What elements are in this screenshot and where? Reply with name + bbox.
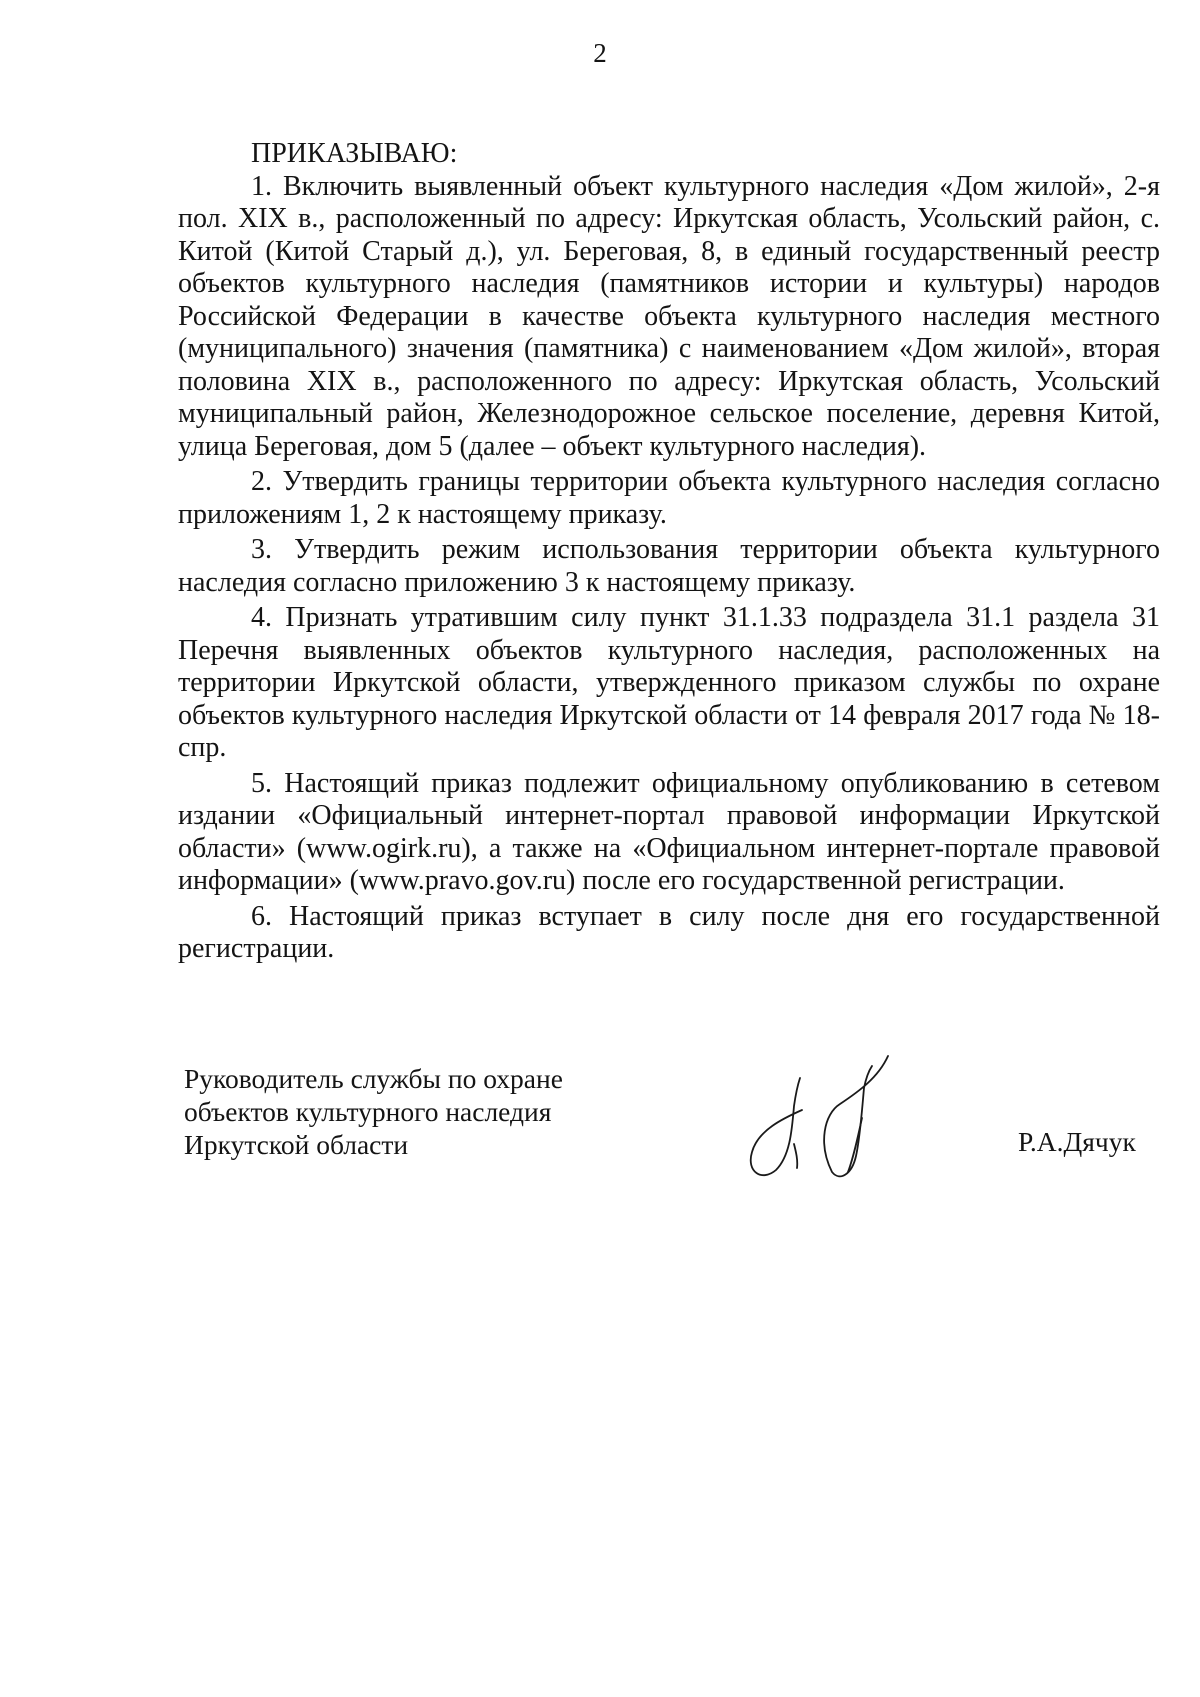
signatory-position-line: Иркутской области — [184, 1129, 409, 1160]
document-body — [178, 138, 1160, 966]
order-heading: ПРИКАЗЫВАЮ: — [251, 138, 458, 169]
paragraph-1: 1. Включить выявленный объект культурного наследия «Дом жилой», 2-я пол. XIX в., расположенный по адресу: Иркутская область, Усольский район, с. Китой (Китой Старый д.), ул. Береговая, 8, в единый государственный реестр объектов культурного наследия (памятников истории и культуры) народов Российской Федерации в качестве объекта культурного наследия местного (муниципального) значения (памятника) с наименованием «Дом жилой», вторая половина XIX в., расположенного по адресу: Иркутская область, Усольский муниципальный район, Железнодорожное сельское поселение, деревня Китой, улица Береговая, дом 5 (далее – объект культурного наследия). — [178, 170, 1160, 462]
paragraph-2: 2. Утвердить границы территории объекта культурного наследия согласно приложениям 1, 2 к настоящему приказу. — [178, 466, 1160, 530]
page-number: 2 — [593, 38, 607, 68]
paragraph-4: 4. Признать утратившим силу пункт 31.1.33 подраздела 31.1 раздела 31 Перечня выявленных объектов культурного наследия, расположенных на территории Иркутской области, утвержденного приказом службы по охране объектов культурного наследия Иркутской области от 14 февраля 2017 года № 18-спр. — [178, 602, 1160, 763]
paragraph-5: 5. Настоящий приказ подлежит официальному опубликованию в сетевом издании «Официальный интернет-портал правовой информации Иркутской области» (www.ogirk.ru), а также на «Официальном интернет-портале правовой информации» (www.pravo.gov.ru) после его государственной регистрации. — [178, 767, 1160, 896]
signatory-position — [184, 1062, 644, 1161]
signatory-position-line: Руководитель службы по охране — [184, 1063, 563, 1094]
paragraph-3: 3. Утвердить режим использования территории объекта культурного наследия согласно приложению 3 к настоящему приказу. — [178, 534, 1160, 598]
handwritten-signature — [740, 1048, 930, 1183]
signatory-position-line: объектов культурного наследия — [184, 1096, 552, 1127]
paragraph-6: 6. Настоящий приказ вступает в силу после дня его государственной регистрации. — [178, 900, 1160, 964]
signatory-name: Р.А.Дячук — [1018, 1126, 1136, 1157]
